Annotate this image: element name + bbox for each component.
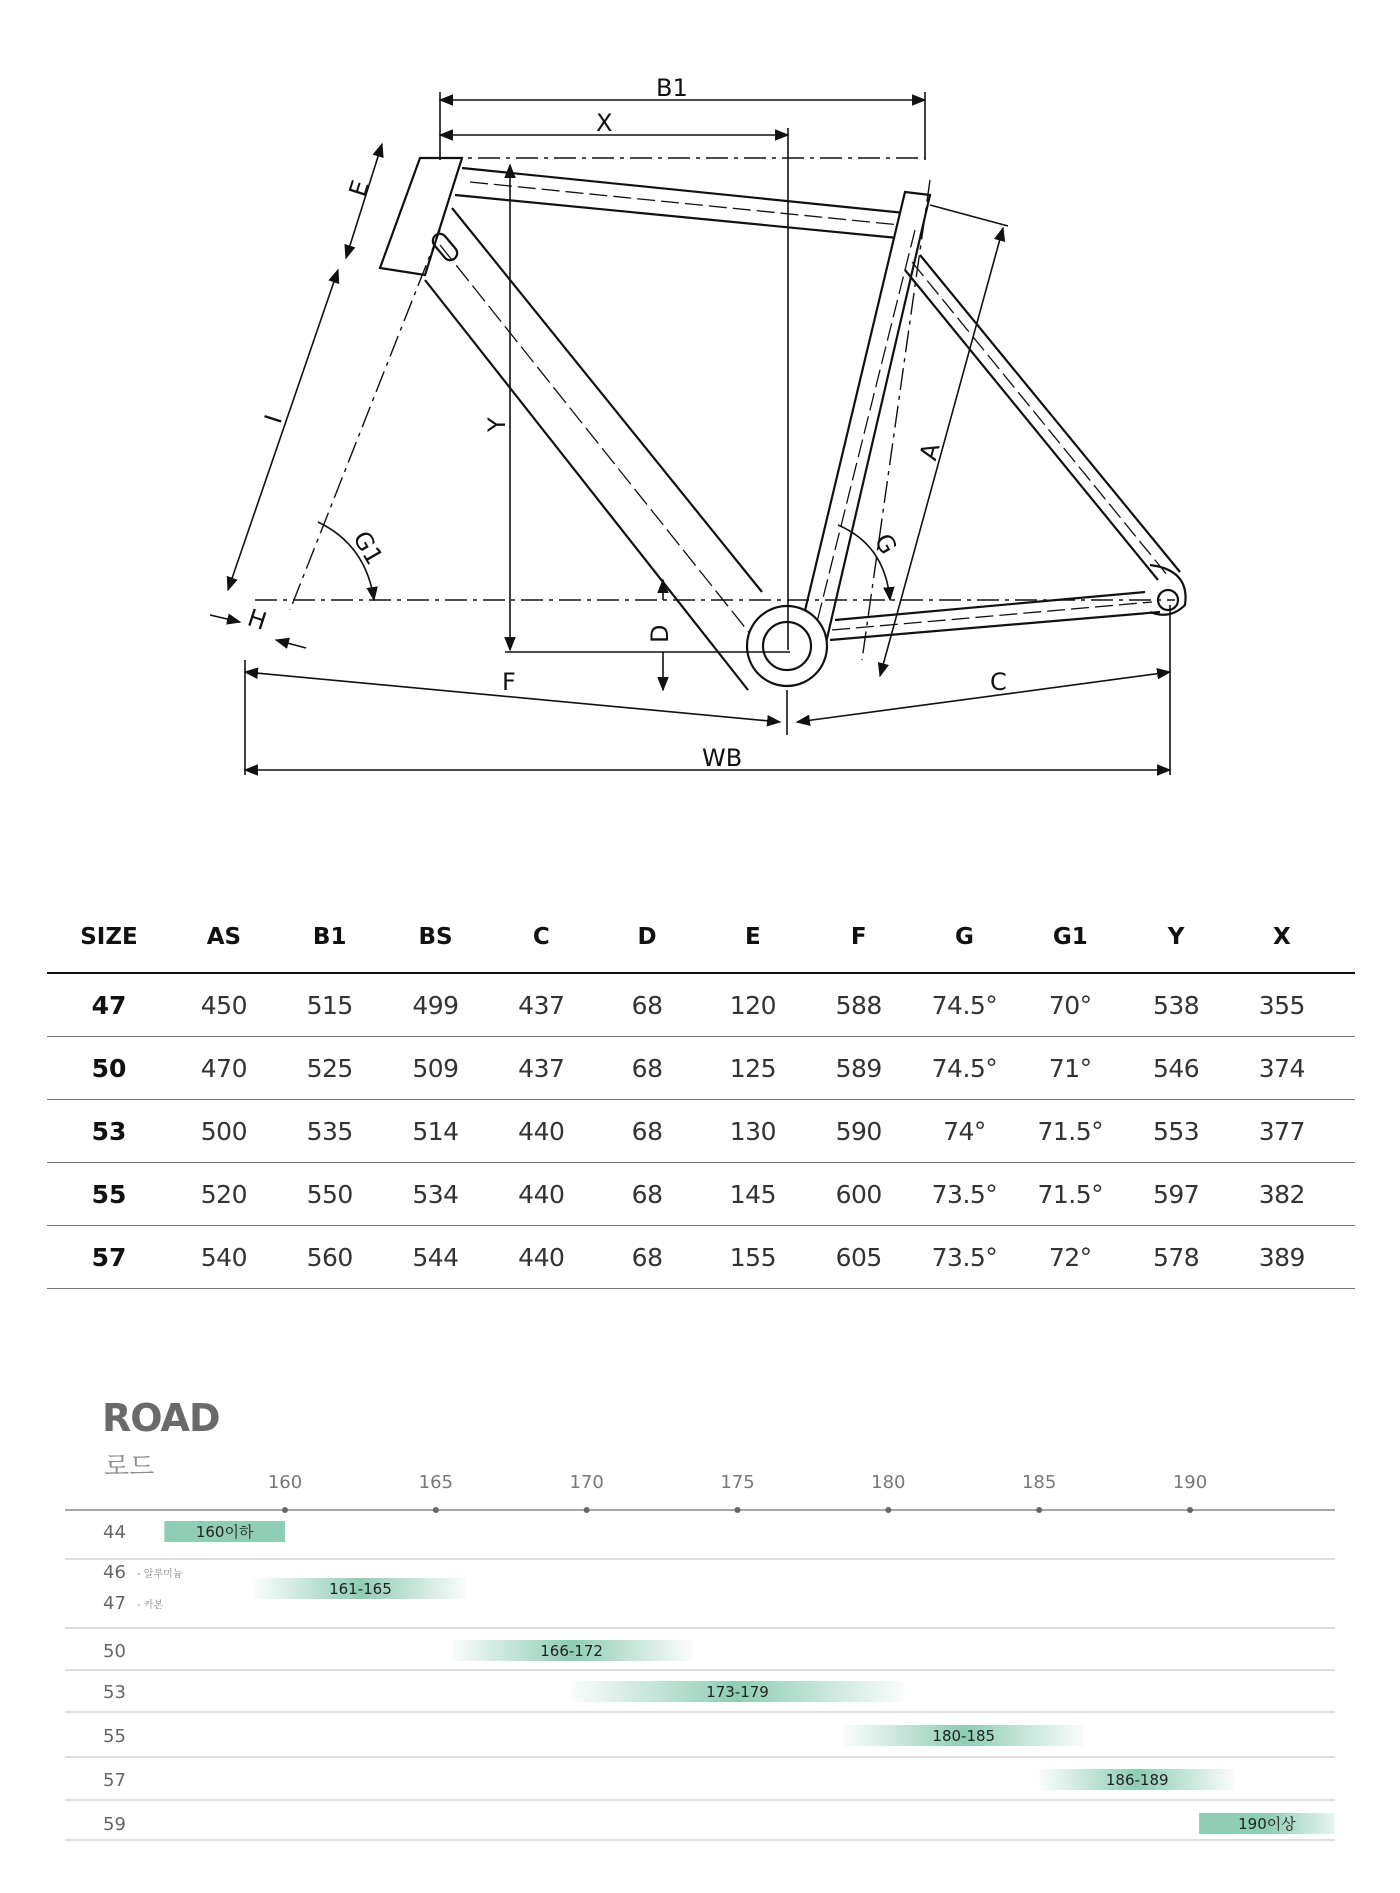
chart-axis — [65, 1472, 1335, 1513]
header-cell: D — [637, 924, 657, 950]
tick-label: 165 — [418, 1472, 454, 1493]
tick-dot — [1036, 1507, 1042, 1513]
value-cell: 74° — [943, 1116, 986, 1146]
geometry-table — [47, 902, 1355, 1289]
value-cell: 355 — [1258, 990, 1305, 1020]
header-cell: C — [532, 924, 550, 950]
table-row — [47, 1037, 1355, 1100]
value-cell: 550 — [306, 1179, 353, 1209]
range-bar-label: 180-185 — [932, 1727, 996, 1745]
tick-label: 160 — [267, 1472, 303, 1493]
range-bar-label: 160이하 — [195, 1523, 254, 1541]
tick-dot — [433, 1507, 439, 1513]
value-cell: 440 — [518, 1242, 565, 1272]
value-cell: 437 — [518, 1053, 565, 1083]
label-x: X — [596, 109, 613, 137]
value-cell: 71.5° — [1037, 1116, 1104, 1146]
value-cell: 605 — [835, 1242, 882, 1272]
label-d: D — [646, 624, 674, 643]
value-cell: 155 — [729, 1242, 776, 1272]
range-bar-label: 161-165 — [329, 1580, 392, 1598]
value-cell: 437 — [518, 990, 565, 1020]
tick-label: 190 — [1172, 1472, 1208, 1493]
value-cell: 534 — [412, 1179, 459, 1209]
value-cell: 560 — [306, 1242, 353, 1272]
label-c: C — [990, 668, 1007, 696]
road-title: ROAD — [102, 1396, 220, 1440]
road-subtitle: 로드 — [104, 1452, 155, 1482]
table-header-row — [47, 902, 1355, 974]
tick-dot — [584, 1507, 590, 1513]
header-cell: F — [850, 924, 867, 950]
row-size-label: 47 — [103, 1593, 126, 1614]
row-size-note: - 알루미늄 — [137, 1569, 183, 1580]
tick-dot — [282, 1507, 288, 1513]
value-cell: 499 — [412, 990, 459, 1020]
value-cell: 470 — [200, 1053, 247, 1083]
label-y: Y — [483, 417, 511, 432]
header-cell: G — [955, 924, 974, 950]
value-cell: 509 — [412, 1053, 459, 1083]
header-cell: B1 — [312, 924, 347, 950]
tick-label: 185 — [1021, 1472, 1057, 1493]
value-cell: 73.5° — [931, 1242, 998, 1272]
tick-label: 175 — [720, 1472, 755, 1493]
value-cell: 145 — [729, 1179, 776, 1209]
value-cell: 72° — [1048, 1242, 1092, 1272]
row-size-label: 57 — [103, 1770, 126, 1791]
tick-label: 170 — [569, 1472, 604, 1493]
value-cell: 74.5° — [931, 990, 998, 1020]
value-cell: 588 — [835, 990, 882, 1020]
value-cell: 374 — [1258, 1053, 1305, 1083]
value-cell: 71.5° — [1037, 1179, 1104, 1209]
value-cell: 538 — [1152, 990, 1200, 1020]
value-cell: 71° — [1048, 1053, 1092, 1083]
value-cell: 382 — [1258, 1179, 1305, 1209]
table-row — [47, 1100, 1355, 1163]
range-bar-label: 173-179 — [706, 1683, 769, 1701]
value-cell: 68 — [631, 1242, 663, 1272]
value-cell: 515 — [306, 990, 353, 1020]
row-size-label: 44 — [103, 1522, 126, 1543]
value-cell: 514 — [412, 1116, 459, 1146]
label-i: I — [259, 411, 289, 427]
value-cell: 440 — [518, 1179, 565, 1209]
value-cell: 578 — [1152, 1242, 1200, 1272]
size-cell: 47 — [91, 990, 127, 1020]
label-g: G — [868, 528, 903, 559]
value-cell: 589 — [835, 1053, 882, 1083]
row-size-label: 53 — [103, 1682, 126, 1703]
label-a: A — [914, 440, 946, 464]
tick-dot — [1187, 1507, 1193, 1513]
row-size-note: - 카본 — [137, 1600, 164, 1611]
value-cell: 546 — [1152, 1053, 1200, 1083]
label-b1: B1 — [656, 74, 688, 102]
value-cell: 525 — [306, 1053, 353, 1083]
value-cell: 544 — [412, 1242, 459, 1272]
value-cell: 520 — [200, 1179, 247, 1209]
value-cell: 68 — [631, 1179, 663, 1209]
range-bar-label: 166-172 — [540, 1642, 603, 1660]
value-cell: 500 — [200, 1116, 247, 1146]
size-chart — [0, 1460, 1400, 1860]
header-cell: AS — [206, 924, 242, 950]
value-cell: 120 — [729, 990, 776, 1020]
row-size-label: 55 — [103, 1726, 126, 1747]
row-size-label: 50 — [103, 1641, 126, 1662]
label-g1: G1 — [347, 526, 389, 570]
table-row — [47, 1163, 1355, 1226]
size-cell: 57 — [91, 1242, 127, 1272]
tick-dot — [735, 1507, 741, 1513]
value-cell: 535 — [306, 1116, 353, 1146]
label-f: F — [502, 668, 516, 696]
chart-rows — [65, 1521, 1335, 1840]
value-cell: 68 — [631, 1116, 663, 1146]
range-bar-label: 190이상 — [1238, 1815, 1296, 1833]
label-h: H — [244, 603, 270, 636]
size-cell: 55 — [91, 1179, 127, 1209]
value-cell: 125 — [729, 1053, 776, 1083]
value-cell: 440 — [518, 1116, 565, 1146]
value-cell: 597 — [1152, 1179, 1200, 1209]
value-cell: 73.5° — [931, 1179, 998, 1209]
header-cell: G1 — [1052, 924, 1088, 950]
value-cell: 590 — [835, 1116, 882, 1146]
header-cell: Y — [1167, 924, 1185, 950]
tick-dot — [885, 1507, 891, 1513]
table-body — [47, 974, 1355, 1289]
value-cell: 70° — [1048, 990, 1092, 1020]
table-row — [47, 1226, 1355, 1289]
header-cell: BS — [418, 924, 453, 950]
value-cell: 553 — [1152, 1116, 1200, 1146]
table-row — [47, 974, 1355, 1037]
value-cell: 130 — [729, 1116, 776, 1146]
label-wb: WB — [702, 744, 743, 772]
tick-label: 180 — [871, 1472, 906, 1493]
header-cell: E — [745, 924, 761, 950]
size-cell: 53 — [91, 1116, 127, 1146]
label-e: E — [343, 176, 375, 200]
value-cell: 600 — [835, 1179, 882, 1209]
value-cell: 377 — [1258, 1116, 1305, 1146]
frame-geometry-diagram — [0, 0, 1400, 800]
value-cell: 389 — [1258, 1242, 1305, 1272]
row-size-label: 59 — [103, 1814, 126, 1835]
header-cell: SIZE — [80, 924, 138, 950]
header-cell: X — [1273, 924, 1291, 950]
value-cell: 74.5° — [931, 1053, 998, 1083]
value-cell: 68 — [631, 990, 663, 1020]
row-size-label: 46 — [103, 1562, 126, 1583]
value-cell: 450 — [200, 990, 247, 1020]
range-bar-label: 186-189 — [1105, 1771, 1169, 1789]
size-cell: 50 — [91, 1053, 127, 1083]
value-cell: 540 — [200, 1242, 247, 1272]
value-cell: 68 — [631, 1053, 663, 1083]
